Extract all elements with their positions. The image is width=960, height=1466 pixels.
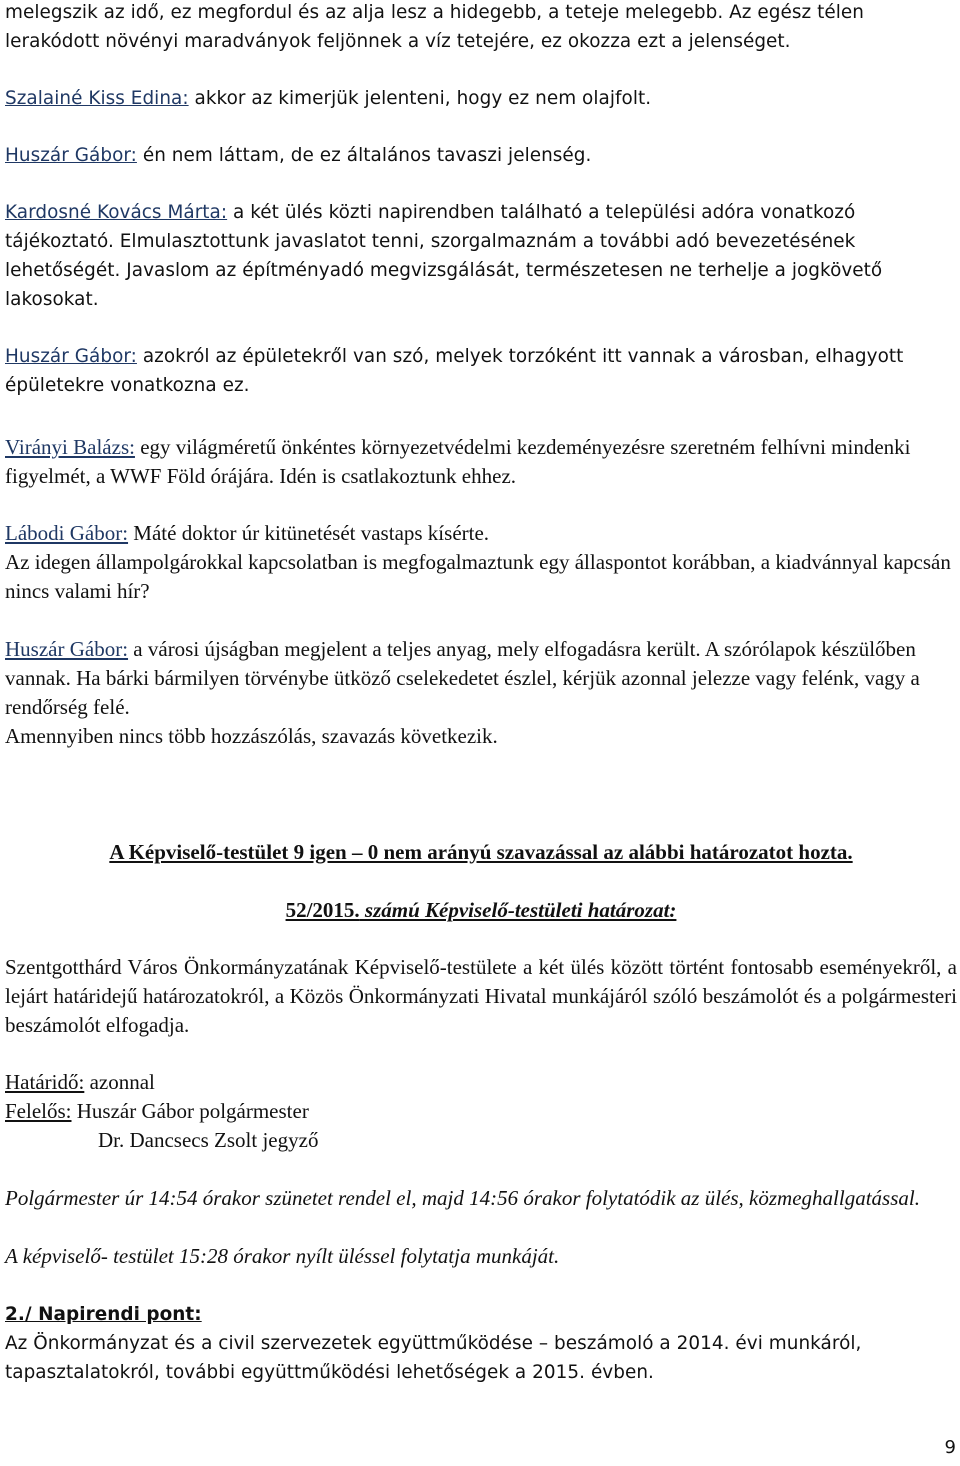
resolution-number: 52/2015. <box>285 898 360 922</box>
speaker-name: Kardosné Kovács Márta: <box>5 202 228 223</box>
paragraph-text: egy világméretű önkéntes környezetvédelmi kezdeményezésre szeretném felhívni mindenki figyelmét, a WWF Föld órájára. Idén is csatlakoztunk ehhez. <box>5 435 911 488</box>
paragraph-huszar-1 <box>5 141 957 170</box>
speaker-name: Huszár Gábor: <box>5 637 129 661</box>
paragraph-text: akkor az kimerjük jelenteni, hogy ez nem olajfolt. <box>188 88 652 109</box>
resolution-text: Szentgotthárd Város Önkormányzatának Képviselő-testülete a két ülés között történt fontosabb eseményekről, a lejárt határidejű határozatokról, a Közös Önkormányzati Hivatal munkájáról szóló beszámolót és a polgármesteri beszámolót elfogadja. <box>5 955 957 1037</box>
speaker-name: Lábodi Gábor: <box>5 521 129 545</box>
paragraph-text: Máté doktor úr kitünetését vastaps kísérte. <box>128 521 490 545</box>
deadline-value: azonnal <box>84 1070 155 1094</box>
paragraph-text-continued: Amennyiben nincs több hozzászólás, szavazás következik. <box>5 724 498 748</box>
speaker-name: Huszár Gábor: <box>5 145 137 166</box>
paragraph-labodi <box>5 519 957 606</box>
paragraph-szalaine <box>5 84 957 113</box>
speaker-name: Virányi Balázs: <box>5 435 135 459</box>
paragraph-huszar-2 <box>5 342 957 400</box>
agenda-text: Az Önkormányzat és a civil szervezetek együttműködése – beszámoló a 2014. évi munkáról, tapasztalatokról, további együttműködési lehetőségek a 2015. évben. <box>5 1333 862 1383</box>
paragraph-text: a két ülés közti napirendben található a települési adóra vonatkozó tájékoztató. Elmulasztottunk javaslatot tenni, szorgalmaznám a további adó bevezetésének lehetőségét. Javaslom az építményadó megvizsgálását, természetesen ne terhelje a jogkövető lakosokat. <box>5 202 883 310</box>
responsible-value-2: Dr. Dancsecs Zsolt jegyző <box>98 1128 319 1152</box>
page-number: 9 <box>944 1437 956 1458</box>
paragraph-intro: melegszik az idő, ez megfordul és az alja lesz a hidegebb, a teteje melegebb. Az egész télen lerakódott növényi maradványok feljönnek a víz tetejére, ez okozza ezt a jelenséget. <box>5 2 864 52</box>
paragraph-text: én nem láttam, de ez általános tavaszi jelenség. <box>136 145 592 166</box>
paragraph-viranyi <box>5 433 957 491</box>
agenda-item <box>5 1300 957 1387</box>
responsible-label: Felelős: <box>5 1099 72 1123</box>
paragraph-huszar-3 <box>5 635 957 751</box>
paragraph-text-continued: Az idegen állampolgárokkal kapcsolatban is megfogalmaztunk egy állaspontot korábban, a kiadvánnyal kapcsán nincs valami hír? <box>5 550 951 603</box>
resolution-heading <box>5 896 957 925</box>
vote-result-heading: A Képviselő-testület 9 igen – 0 nem arányú szavazással az alábbi határozatot hozta. <box>109 840 853 864</box>
speaker-name: Huszár Gábor: <box>5 346 137 367</box>
paragraph-kardosne <box>5 198 957 314</box>
deadline <box>5 1068 957 1155</box>
deadline-label: Határidő: <box>5 1070 85 1094</box>
paragraph-text: a városi újságban megjelent a teljes anyag, mely elfogadásra került. A szórólapok készülőben vannak. Ha bárki bármilyen törvénybe ütköző cselekedetet észlel, kérjük azonnal jelezze vagy felénk, vagy a rendőrség felé. <box>5 637 920 719</box>
session-note-2: A képviselő- testület 15:28 órakor nyílt üléssel folytatja munkáját. <box>5 1244 560 1268</box>
responsible-value: Huszár Gábor polgármester <box>71 1099 309 1123</box>
resolution-title: számú Képviselő-testületi határozat: <box>359 898 677 922</box>
paragraph-text: azokról az épületekről van szó, melyek torzóként itt vannak a városban, elhagyott épületekre vonatkozna ez. <box>5 346 904 396</box>
speaker-name: Szalainé Kiss Edina: <box>5 88 189 109</box>
session-note-1: Polgármester úr 14:54 órakor szünetet rendel el, majd 14:56 órakor folytatódik az ülés, közmeghallgatással. <box>5 1186 920 1210</box>
agenda-label: 2./ Napirendi pont: <box>5 1304 202 1325</box>
